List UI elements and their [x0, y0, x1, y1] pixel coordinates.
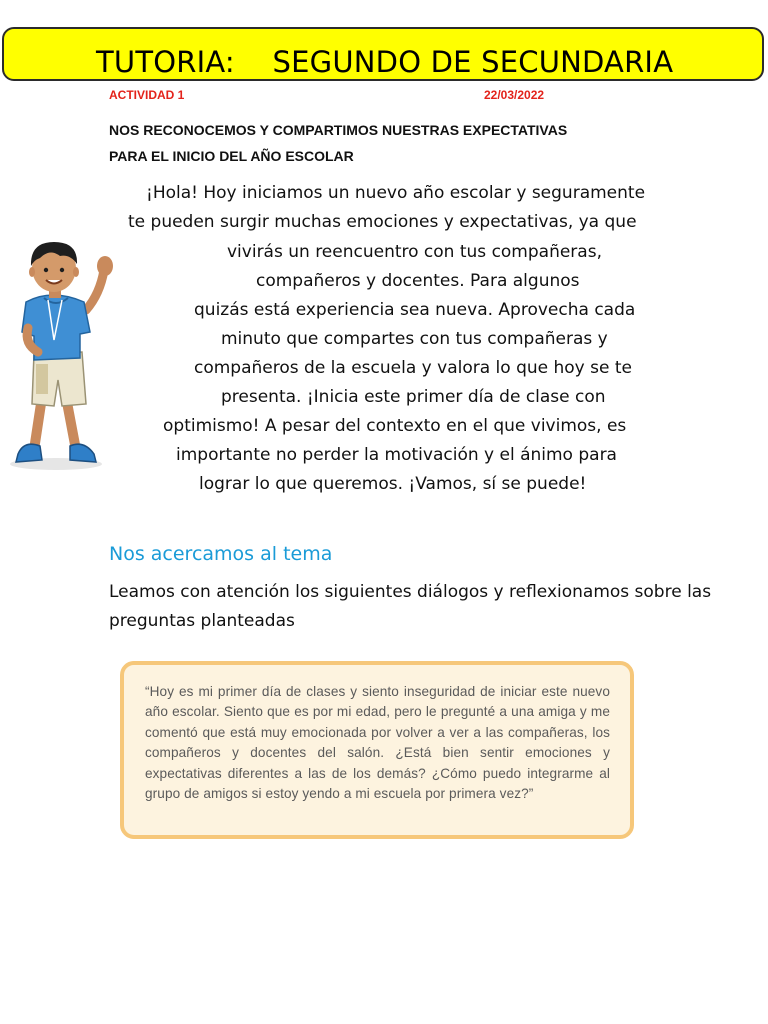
- section-instructions: Leamos con atención los siguientes diálogos y reflexionamos sobre las preguntas planteadas: [109, 582, 712, 631]
- activity-heading: [109, 117, 749, 169]
- intro-line: optimismo! A pesar del contexto en el que vivimos, es: [163, 416, 627, 436]
- intro-line: te pueden surgir muchas emociones y expectativas, ya que: [128, 212, 637, 232]
- intro-line: importante no perder la motivación y el ánimo para: [176, 445, 617, 465]
- activity-label: ACTIVIDAD 1: [109, 88, 185, 102]
- section-title: Nos acercamos al tema: [109, 543, 333, 565]
- intro-line: minuto que compartes con tus compañeras y: [221, 329, 608, 349]
- intro-line: vivirás un reencuentro con tus compañeras,: [227, 242, 602, 262]
- activity-date: 22/03/2022: [484, 88, 545, 102]
- heading-line-2: PARA EL INICIO DEL AÑO ESCOLAR: [109, 148, 354, 164]
- intro-line: lograr lo que queremos. ¡Vamos, sí se puede!: [199, 474, 587, 494]
- quote-text: “Hoy es mi primer día de clases y siento inseguridad de iniciar este nuevo año escolar. Siento que es por mi edad, pero le pregunté a una amiga y me comentó que está muy emocionada por volver a ver a las compañeras, los compañeros y docentes del salón. ¿Está bien sentir emociones y expectativas diferentes a las de los demás? ¿Cómo puedo integrarme al grupo de amigos si estoy yendo a mi escuela por primera vez?”: [145, 684, 610, 802]
- intro-line: compañeros y docentes. Para algunos: [256, 271, 580, 291]
- intro-line: compañeros de la escuela y valora lo que hoy se te: [194, 358, 632, 378]
- intro-line: ¡Hola! Hoy iniciamos un nuevo año escolar y seguramente: [146, 183, 646, 203]
- page-title: TUTORIA: SEGUNDO DE SECUNDARIA: [96, 45, 674, 79]
- heading-line-1: NOS RECONOCEMOS Y COMPARTIMOS NUESTRAS EXPECTATIVAS: [109, 122, 568, 138]
- boy-waving-illustration: [4, 232, 114, 477]
- intro-line: quizás está experiencia sea nueva. Aprovecha cada: [194, 300, 636, 320]
- intro-line: presenta. ¡Inicia este primer día de clase con: [221, 387, 606, 407]
